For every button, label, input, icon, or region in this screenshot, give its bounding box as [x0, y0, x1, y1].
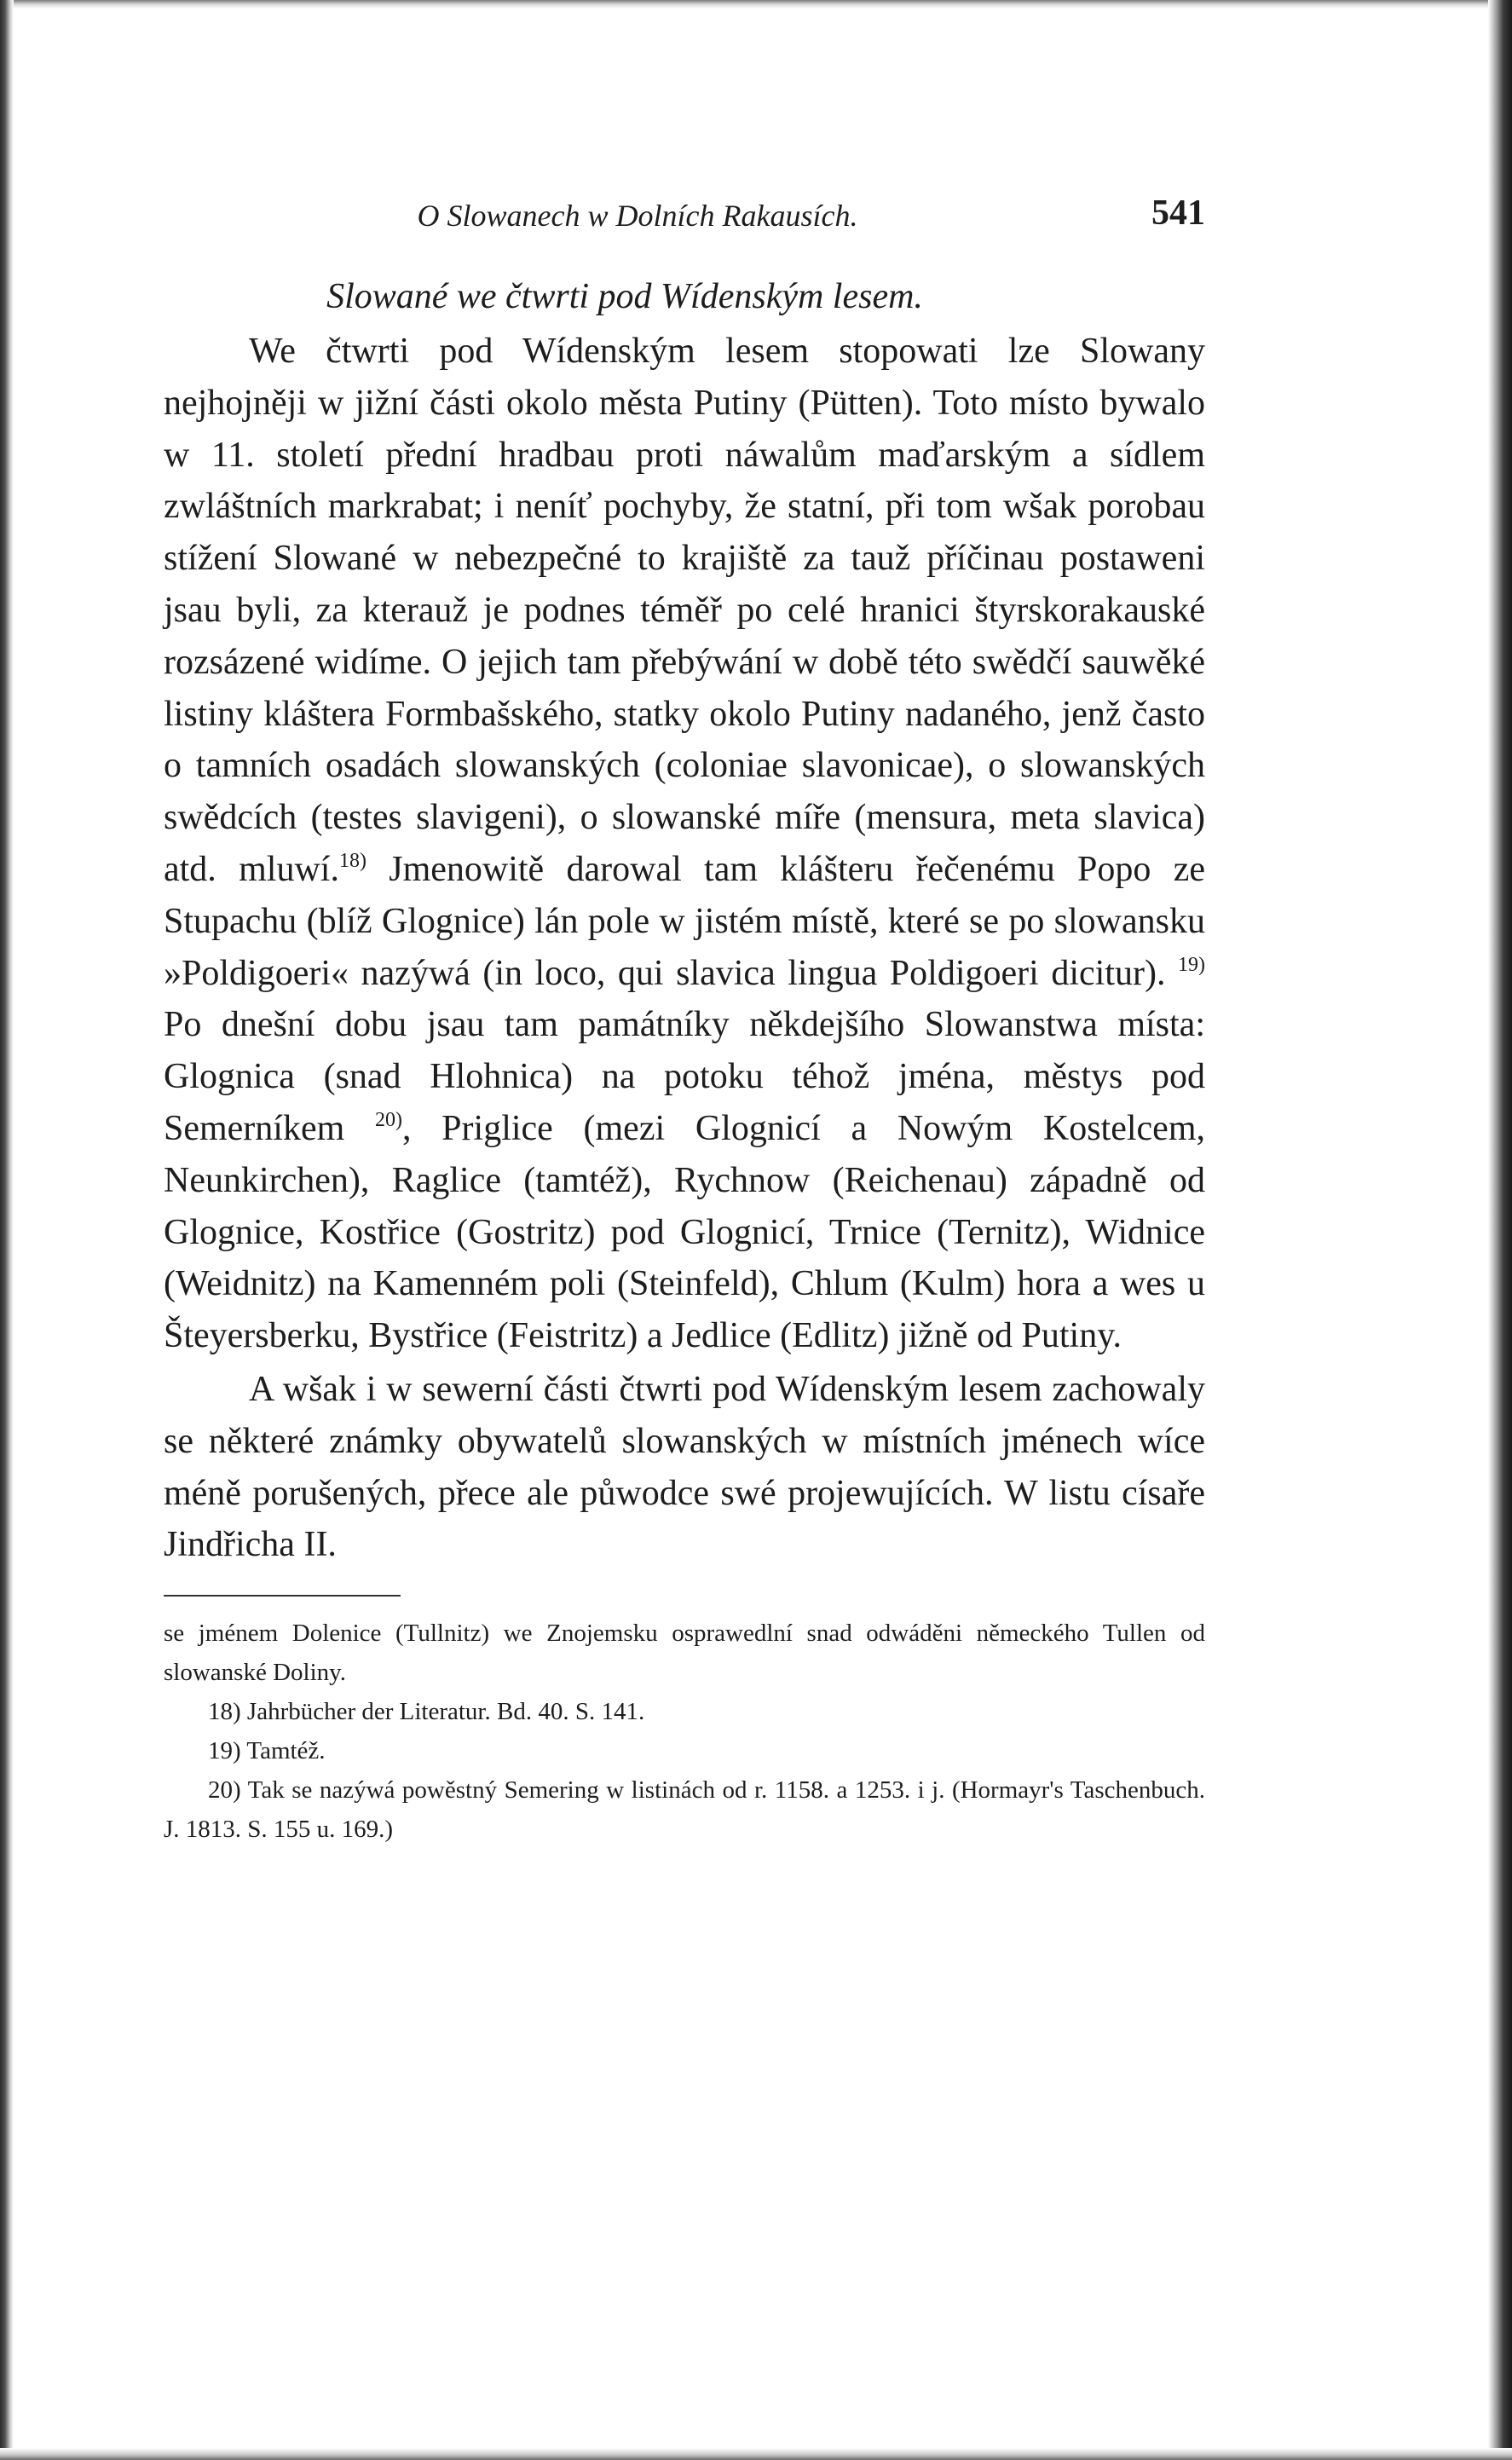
body-text [164, 326, 1205, 1571]
paragraph-1-part-d: , Priglice (mezi Glognicí a Nowým Kostelcem, Neunkirchen), Raglice (tamtéž), Rychnow (Reichenau) západně od Glognice, Kostřice (Gostritz) pod Glognicí, Trnice (Ternitz), Widnice (Weidnitz) na Kamenném poli (Steinfeld), Chlum (Kulm) hora a wes u Šteyersberku, Bystřice (Feistritz) a Jedlice (Edlitz) jižně od Putiny. [164, 1108, 1205, 1356]
scan-edge-top [0, 0, 1512, 9]
page-number: 541 [1151, 193, 1205, 233]
running-title: O Slowanech w Dolních Rakausích. [417, 199, 858, 233]
footnote-19: 19) Tamtéž. [208, 1737, 326, 1765]
section-heading: Slowané we čtwrti pod Wídenským lesem. [326, 277, 923, 316]
footnote-ref-19: 19) [1178, 953, 1205, 976]
paragraph-1-part-a: We čtwrti pod Wídenským lesem stopowati lze Slowany nejhojněji w jižní části okolo města Putiny (Pütten). Toto místo bywalo w 11. století přední hradbau proti náwalům maďarským a sídlem zwláštních markrabat; i neníť pochyby, že statní, při tom wšak porobau stížení Slowané w nebezpečné to krajiště za tauž příčinau postaweni jsau byli, za kterauž je podnes téměř po celé hranici štyrskorakauské rozsázené widíme. O jejich tam přebýwání w době této swědčí sauwěké listiny kláštera Formbašského, statky okolo Putiny nadaného, jenž často o tamních osadách slowanských (coloniae slavonicae), o slowanských swědcích (testes slavigeni), o slowanské míře (mensura, meta slavica) atd. mluwí. [164, 332, 1205, 889]
footnote-20: 20) Tak se nazýwá powěstný Semering w listinách od r. 1158. a 1253. i j. (Hormayr's Taschenbuch. J. 1813. S. 155 u. 169.) [164, 1776, 1205, 1844]
running-head [164, 189, 1205, 240]
scan-edge-right [1488, 0, 1512, 2460]
paragraph-2: A wšak i w sewerní části čtwrti pod Wídenským lesem zachowaly se některé známky obywatelů slowanských w místních jménech wíce méně porušených, přece ale půwodce swé projewujících. W listu císaře Jindřicha II. [164, 1369, 1205, 1565]
paragraph-1 [164, 326, 1205, 1362]
paragraph-1-part-b: Jmenowitě darowal tam klášteru řečenému Popo ze Stupachu (blíž Glognice) lán pole w jistém místě, které se po slowansku »Poldigoeri« nazýwá (in loco, qui slavica lingua Poldigoeri dicitur). [164, 849, 1205, 993]
scan-edge-left [0, 0, 14, 2460]
footnote-divider [164, 1595, 401, 1597]
footnote-ref-18: 18) [338, 849, 366, 872]
footnotes [164, 1614, 1205, 1849]
book-page [164, 189, 1205, 1849]
paragraph-1-part-c: Po dnešní dobu jsau tam památníky někdejšího Slowanstwa místa: Glognica (snad Hlohnica) na potoku téhož jména, městys pod Semerníkem [164, 1005, 1205, 1148]
footnote-ref-20: 20) [374, 1108, 402, 1131]
scan-edge-bottom [0, 2448, 1512, 2460]
footnote-continuation: se jménem Dolenice (Tullnitz) we Znojemsku osprawedlní snad odwáděni německého Tullen od slowanské Doliny. [164, 1620, 1205, 1687]
footnote-18: 18) Jahrbücher der Literatur. Bd. 40. S. 141. [208, 1698, 645, 1726]
